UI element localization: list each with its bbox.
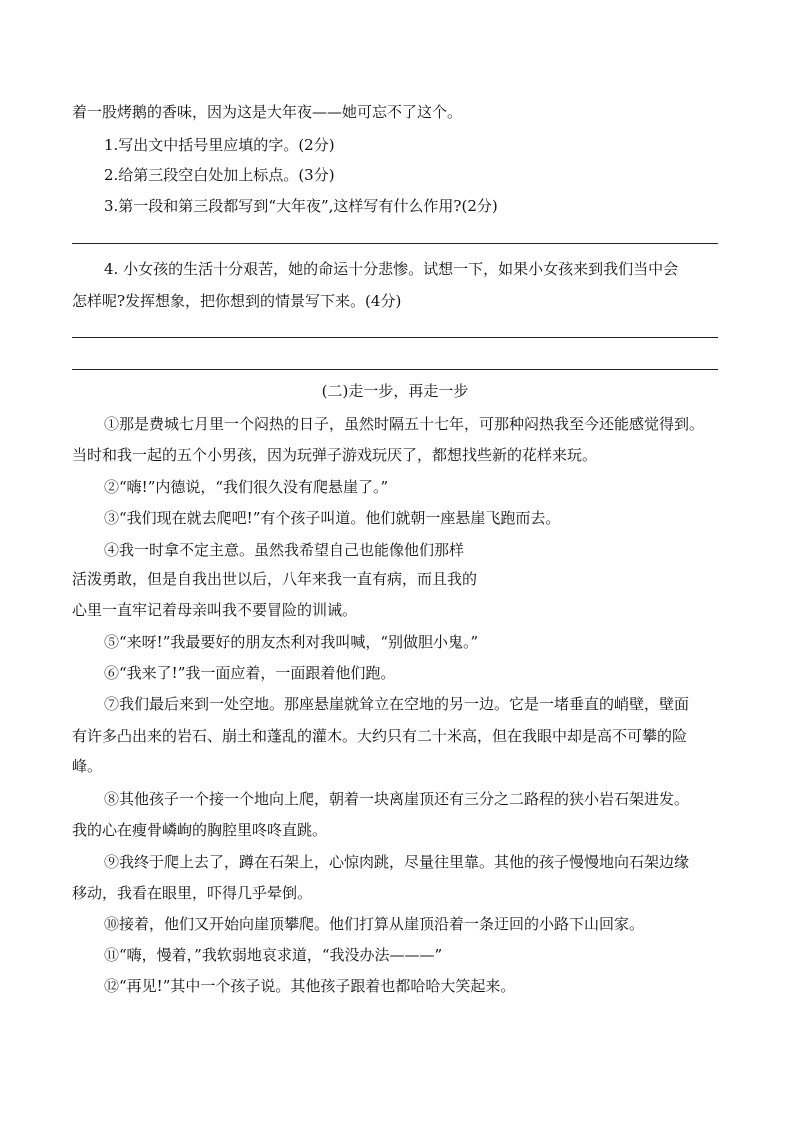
story-line: ③“我们现在就去爬吧!”有个孩子叫道。他们就朝一座悬崖飞跑而去。 [104,509,561,527]
text-line: 着一股烤鹅的香味，因为这是大年夜——她可忘不了这个。 [72,103,463,121]
story-line: ⑫“再见!”其中一个孩子说。其他孩子跟着也都哈哈大笑起来。 [104,977,516,995]
story-line: ⑤“来呀!”我最要好的朋友杰利对我叫喊，“别做胆小鬼。” [104,633,479,651]
story-line: ①那是费城七月里一个闷热的日子，虽然时隔五十七年，可那种闷热我至今还能感觉得到。 [104,415,705,433]
story-line: ⑪“嗨，慢着，”我软弱地哀求道，“我没办法———” [104,946,443,964]
story-line: 有许多凸出来的岩石、崩土和蓬乱的灌木。大约只有二十米高，但在我眼中却是高不可攀的险 [72,727,688,745]
section-title: (二)走一步，再走一步 [321,382,469,400]
answer-line [72,369,718,370]
story-line: ⑩接着，他们又开始向崖顶攀爬。他们打算从崖顶沿着一条迂回的小路下山回家。 [104,915,645,933]
story-line: ⑦我们最后来到一处空地。那座悬崖就耸立在空地的另一边。它是一堵垂直的峭壁，壁面 [104,695,690,713]
question-4: 4. 小女孩的生活十分艰苦，她的命运十分悲惨。试想一下，如果小女孩来到我们当中会 [104,260,679,278]
story-line: ⑧其他孩子一个接一个地向上爬，朝着一块离崖顶还有三分之二路程的狭小岩石架进发。 [104,790,690,808]
question-2: 2.给第三段空白处加上标点。(3分) [104,166,335,184]
story-line: 移动，我看在眼里，吓得几乎晕倒。 [72,884,313,902]
question-1: 1.写出文中括号里应填的字。(2分) [104,136,335,154]
story-line: ⑨我终于爬上去了，蹲在石架上，心惊肉跳，尽量往里靠。其他的孩子慢慢地向石架边缘 [104,853,690,871]
story-line: ②“嗨!”内德说，“我们很久没有爬悬崖了。” [104,478,389,496]
story-line: ④我一时拿不定主意。虽然我希望自己也能像他们那样 [104,541,465,559]
story-line: 心里一直牢记着母亲叫我不要冒险的训诫。 [72,601,358,619]
story-line: ⑥“我来了!”我一面应着，一面跟着他们跑。 [104,664,396,682]
answer-line [72,337,718,338]
story-line: 峰。 [72,757,103,775]
question-3: 3.第一段和第三段都写到“大年夜”,这样写有什么作用?(2分) [104,197,498,215]
answer-line [72,243,718,244]
story-line: 我的心在瘦骨嶙峋的胸腔里咚咚直跳。 [72,821,328,839]
question-4-cont: 怎样呢?发挥想象，把你想到的情景写下来。(4分) [72,292,402,310]
story-line: 活泼勇敢，但是自我出世以后，八年来我一直有病，而且我的 [72,570,478,588]
story-line: 当时和我一起的五个小男孩，因为玩弹子游戏玩厌了，都想找些新的花样来玩。 [72,446,598,464]
